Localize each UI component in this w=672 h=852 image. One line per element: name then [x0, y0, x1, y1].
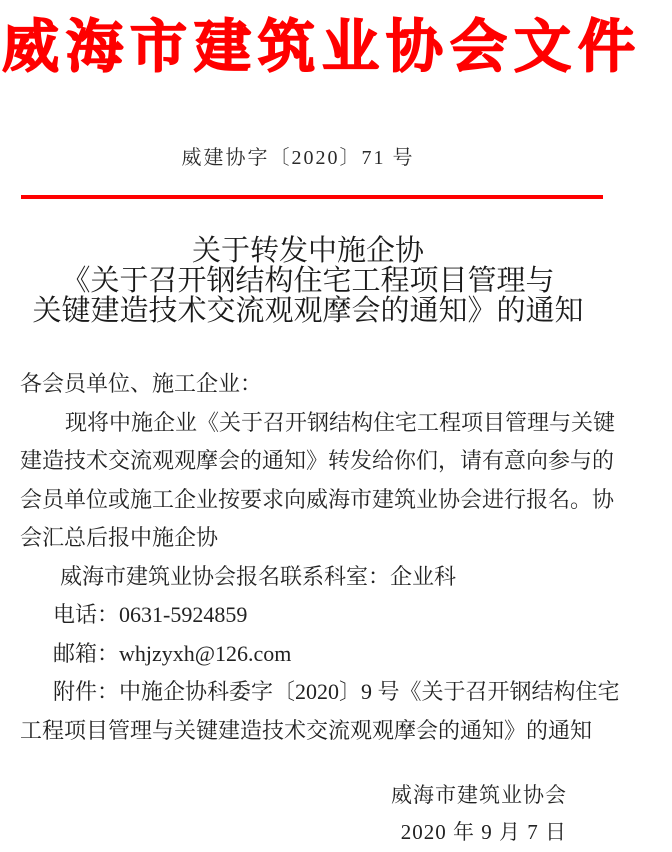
body-line-attachment: 附件：中施企协科委字〔2020〕9 号《关于召开钢结构住宅 [53, 679, 620, 704]
body-line-email: 邮箱：whjzyxh@126.com [53, 640, 292, 666]
body-line-attachment-2: 工程项目管理与关键建造技术交流观观摩会的通知》的通知 [20, 717, 593, 743]
title-line-1: 关于转发中施企协 [191, 235, 424, 267]
body-line-salutation: 各会员单位、施工企业： [20, 371, 263, 396]
body-line-paragraph: 会员单位或施工企业按要求向威海市建筑业协会进行报名。协 [20, 486, 615, 512]
body-line-paragraph: 会汇总后报中施企协 [20, 525, 219, 550]
title-line-2: 《关于召开钢结构住宅工程项目管理与 [61, 265, 555, 297]
red-divider-line [21, 195, 603, 199]
body-line-paragraph: 建造技术交流观观摩会的通知》转发给你们，请有意向参与的 [20, 448, 615, 473]
body-line-contact-dept: 威海市建筑业协会报名联系科室：企业科 [60, 563, 457, 589]
document-header-title: 威海市建筑业协会文件 [2, 16, 642, 79]
signature-block [0, 777, 672, 851]
document-number: 威建协字〔2020〕71 号 [181, 147, 415, 169]
body-line-phone: 电话：0631-5924859 [53, 602, 248, 627]
signature-organization: 威海市建筑业协会 [391, 783, 567, 807]
body-line-paragraph: 现将中施企业《关于召开钢结构住宅工程项目管理与关键 [65, 409, 616, 435]
signature-date: 2020 年 9 月 7 日 [400, 820, 567, 844]
document-body [20, 365, 652, 750]
document-title [0, 236, 616, 326]
title-line-3: 关键建造技术交流观观摩会的通知》的通知 [32, 295, 584, 327]
